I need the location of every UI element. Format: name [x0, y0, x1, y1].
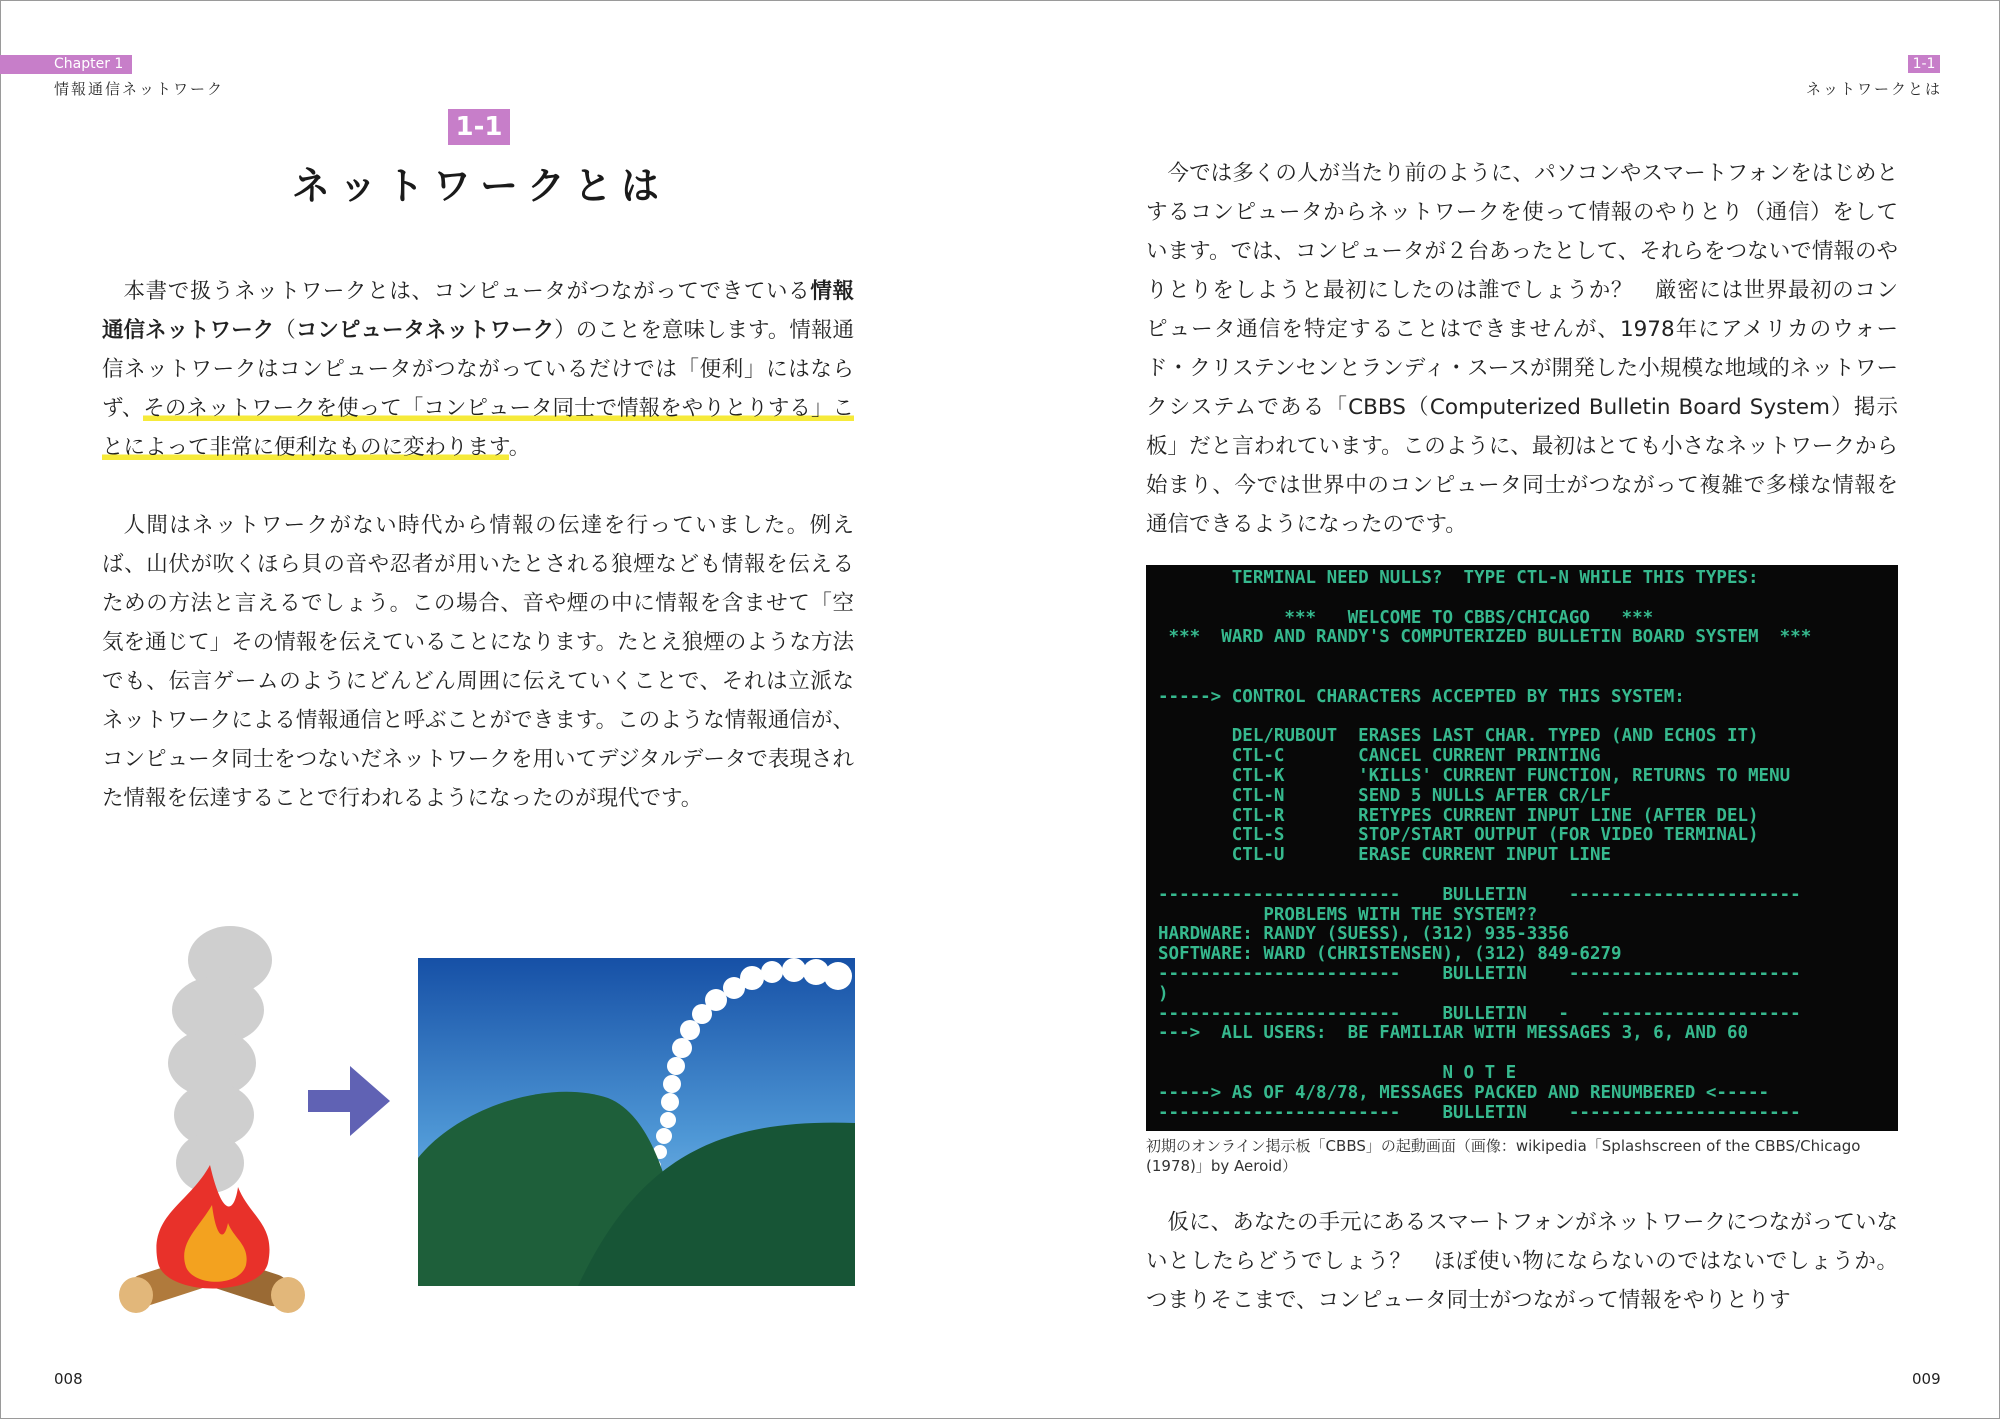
terminal-line: TERMINAL NEED NULLS? TYPE CTL-N WHILE THIS TYPES:: [1158, 568, 1759, 588]
terminal-line: CTL-K 'KILLS' CURRENT FUNCTION, RETURNS TO MENU: [1158, 765, 1791, 786]
page-number-left: 008: [54, 1370, 83, 1388]
section-title: ネットワークとは: [291, 164, 668, 208]
page-number-right: 009: [1912, 1370, 1941, 1388]
terminal-line: CTL-C CANCEL CURRENT PRINTING: [1158, 746, 1601, 767]
terminal-line: [1158, 648, 1898, 668]
right-p1-text: 今では多くの人が当たり前のように、パソコンやスマートフォンをはじめとするコンピュータからネットワークを使って情報のやりとり（通信）をしています。では、コンピュータが２台あったとして、それらをつないで情報のやりとりをしようと最初にしたのは誰でしょうか？ 厳密には世界最初のコンピュータ通信を特定することはできませんが、1978年にアメリカのウォード・クリステンセンとランディ・スースが開発した小規模な地域的ネットワークシステムである「CBBS（Computerized Bulletin Board System）掲示板」だと言われています。このように、最初はとても小さなネットワークから始まり、今では世界中のコンピュータ同士がつながって複雑で多様な情報を通信できるようになったのです。: [1146, 161, 1898, 537]
cbbs-terminal-screenshot: [1146, 565, 1898, 1131]
terminal-line: N O T E: [1158, 1062, 1517, 1083]
p1-text-c: ）のことを意味します。情報通信ネットワークはコンピュータがつながっているだけでは「便利」にはならず、: [102, 318, 854, 421]
smoke-column: [168, 926, 272, 1193]
chapter-band: [0, 72, 132, 74]
p1-text-b: （: [274, 318, 296, 343]
terminal-line: CTL-R RETYPES CURRENT INPUT LINE (AFTER DEL): [1158, 805, 1759, 826]
left-paragraph-2: [102, 506, 854, 818]
chapter-tab: Chapter 1: [0, 55, 132, 73]
figure-caption: 初期のオンライン掲示板「CBBS」の起動画面（画像：wikipedia「Splashscreen of the CBBS/Chicago (1978)」by Aeroid）: [1146, 1137, 1861, 1175]
terminal-line: -----> CONTROL CHARACTERS ACCEPTED BY THIS SYSTEM:: [1158, 686, 1685, 707]
smoke-signal-mountain-illustration: [418, 958, 855, 1286]
terminal-line: [1158, 668, 1898, 688]
terminal-line: CTL-U ERASE CURRENT INPUT LINE: [1158, 845, 1612, 866]
p1-highlighted-text: そのネットワークを使って「コンピュータ同士で情報をやりとりする」ことによって非常に便利なものに変わります: [102, 396, 854, 460]
section-running-title: ネットワークとは: [1805, 80, 1942, 98]
right-paragraph-1: [1146, 154, 1898, 544]
arrow-right-icon: [308, 1066, 390, 1136]
terminal-line: ----------------------- BULLETIN ----------------------: [1158, 963, 1801, 984]
terminal-line: *** WARD AND RANDY'S COMPUTERIZED BULLETIN BOARD SYSTEM ***: [1158, 627, 1812, 648]
terminal-line: -----> AS OF 4/8/78, MESSAGES PACKED AND RENUMBERED <-----: [1158, 1082, 1770, 1103]
terminal-line: SOFTWARE: WARD (CHRISTENSEN), (312) 849-6279: [1158, 944, 1622, 965]
p2-text: 人間はネットワークがない時代から情報の伝達を行っていました。例えば、山伏が吹くほら貝の音や忍者が用いたとされる狼煙なども情報を伝えるための方法と言えるでしょう。この場合、音や煙の中に情報を含ませて「空気を通じて」その情報を伝えていることになります。たとえ狼煙のような方法でも、伝言ゲームのようにどんどん周囲に伝えていくことで、それは立派なネットワークによる情報通信と呼ぶことができます。このような情報通信が、コンピュータ同士をつないだネットワークを用いてデジタルデータで表現された情報を伝達することで行われるようになったのが現代です。: [102, 513, 854, 811]
p1-text-a: 本書で扱うネットワークとは、コンピュータがつながってできている: [123, 279, 811, 304]
terminal-line: *** WELCOME TO CBBS/CHICAGO ***: [1158, 607, 1654, 628]
p1-bold-term-1: 情報通信ネットワーク: [102, 279, 854, 343]
terminal-line: [1158, 589, 1898, 609]
section-number-badge: 1-1: [448, 109, 510, 145]
terminal-line: CTL-S STOP/START OUTPUT (FOR VIDEO TERMINAL): [1158, 825, 1759, 846]
right-paragraph-2: [1146, 1203, 1898, 1320]
terminal-line: ----------------------- BULLETIN - -------------------: [1158, 1003, 1801, 1024]
terminal-line: PROBLEMS WITH THE SYSTEM??: [1158, 904, 1538, 925]
terminal-lines: [1158, 569, 1898, 1123]
left-paragraph-1: [102, 272, 854, 467]
terminal-line: HARDWARE: RANDY (SUESS), (312) 935-3356: [1158, 924, 1569, 945]
terminal-line: ----------------------- BULLETIN ----------------------: [1158, 1102, 1801, 1123]
terminal-line: ): [1158, 983, 1169, 1004]
terminal-line: [1158, 1044, 1898, 1064]
terminal-line: ---> ALL USERS: BE FAMILIAR WITH MESSAGES 3, 6, AND 60: [1158, 1023, 1749, 1044]
terminal-line: CTL-N SEND 5 NULLS AFTER CR/LF: [1158, 785, 1612, 806]
p1-text-d: 。: [508, 435, 531, 460]
terminal-line: [1158, 708, 1898, 728]
chapter-title: 情報通信ネットワーク: [54, 80, 225, 98]
terminal-line: ----------------------- BULLETIN ----------------------: [1158, 884, 1801, 905]
terminal-line: DEL/RUBOUT ERASES LAST CHAR. TYPED (AND ECHOS IT): [1158, 726, 1759, 747]
p1-bold-term-2: コンピュータネットワーク: [295, 318, 555, 343]
right-p2-text: 仮に、あなたの手元にあるスマートフォンがネットワークにつながっていないとしたらどうでしょう？ ほぼ使い物にならないのではないでしょうか。つまりそこまで、コンピュータ同士がつながって情報をやりとりす: [1146, 1210, 1898, 1313]
flame: [156, 1165, 269, 1289]
campfire-smoke-illustration: [110, 925, 315, 1320]
terminal-line: [1158, 866, 1898, 886]
section-tab-right: 1-1: [1908, 55, 1940, 73]
